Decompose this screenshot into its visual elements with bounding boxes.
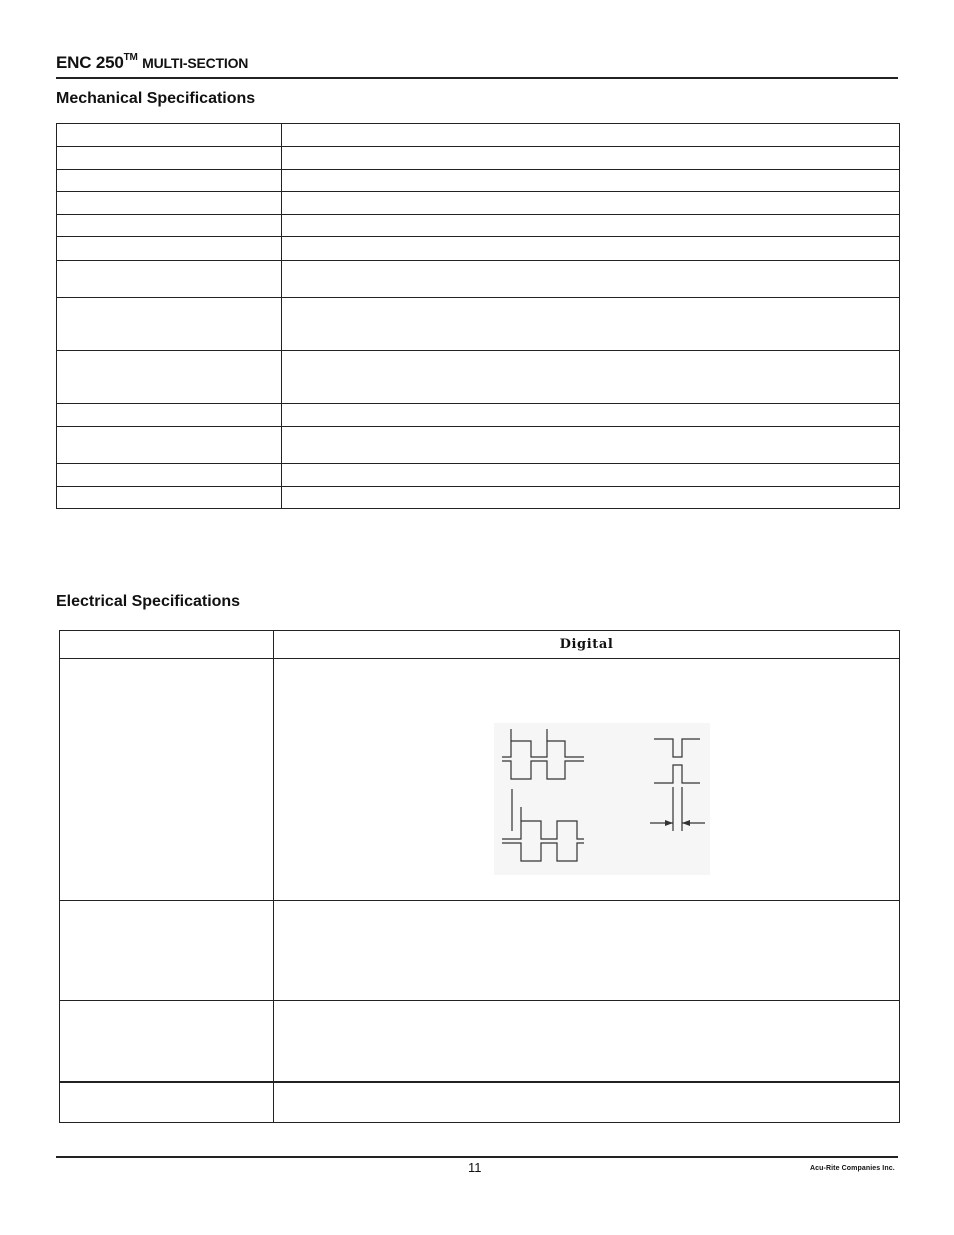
table-row (60, 901, 900, 1001)
company-name: Acu-Rite Companies Inc. (810, 1165, 895, 1172)
table-row (57, 124, 900, 147)
mechanical-section-title: Mechanical Specifications (56, 90, 256, 107)
spec-label-cell (57, 298, 282, 351)
spec-label-cell (57, 351, 282, 404)
digital-column-header: Digital (274, 631, 900, 659)
spec-label-cell (57, 147, 282, 170)
signal-diagram-cell (274, 659, 900, 901)
electrical-spec-table (59, 630, 900, 1123)
document-header (56, 53, 248, 73)
table-row (57, 427, 900, 464)
spec-label-cell (60, 1082, 274, 1123)
spec-label-cell (57, 464, 282, 487)
product-name: ENC 250 (56, 53, 124, 72)
table-row (60, 659, 900, 901)
spec-value-cell (282, 298, 900, 351)
spec-value-cell (282, 351, 900, 404)
table-row (57, 237, 900, 261)
table-row (57, 298, 900, 351)
mechanical-spec-table (56, 123, 900, 509)
spec-value-cell (282, 487, 900, 509)
product-subtitle: MULTI-SECTION (142, 55, 249, 71)
spec-label-cell (57, 192, 282, 215)
page-number: 11 (468, 1160, 482, 1175)
spec-value-cell (282, 237, 900, 261)
spec-value-cell (282, 215, 900, 237)
spec-label-cell (57, 404, 282, 427)
table-row (57, 404, 900, 427)
table-row (57, 170, 900, 192)
spec-label-cell (60, 901, 274, 1001)
spec-label-cell (60, 1001, 274, 1082)
spec-value-cell (282, 147, 900, 170)
spec-label-cell (57, 170, 282, 192)
spec-label-cell (57, 427, 282, 464)
footer-rule (56, 1156, 898, 1158)
table-row (57, 261, 900, 298)
table-row (57, 464, 900, 487)
trademark-mark: TM (123, 52, 138, 64)
table-row (57, 351, 900, 404)
spec-value-cell (282, 124, 900, 147)
header-empty-cell (60, 631, 274, 659)
table-header-row (60, 631, 900, 659)
table-row (57, 487, 900, 509)
table-row (57, 215, 900, 237)
electrical-section-title: Electrical Specifications (56, 593, 241, 610)
waveform-diagram (494, 723, 710, 875)
spec-value-cell (282, 170, 900, 192)
spec-value-cell (274, 901, 900, 1001)
spec-value-cell (282, 192, 900, 215)
spec-value-cell (282, 464, 900, 487)
spec-value-cell (274, 1082, 900, 1123)
spec-value-cell (282, 404, 900, 427)
spec-value-cell (282, 261, 900, 298)
spec-label-cell (57, 124, 282, 147)
spec-label-cell (57, 487, 282, 509)
header-rule (56, 77, 898, 79)
spec-value-cell (274, 1001, 900, 1082)
table-row (60, 1082, 900, 1123)
spec-label-cell (60, 659, 274, 901)
table-row (57, 192, 900, 215)
table-row (57, 147, 900, 170)
spec-label-cell (57, 237, 282, 261)
spec-label-cell (57, 215, 282, 237)
table-row (60, 1001, 900, 1082)
spec-label-cell (57, 261, 282, 298)
spec-value-cell (282, 427, 900, 464)
